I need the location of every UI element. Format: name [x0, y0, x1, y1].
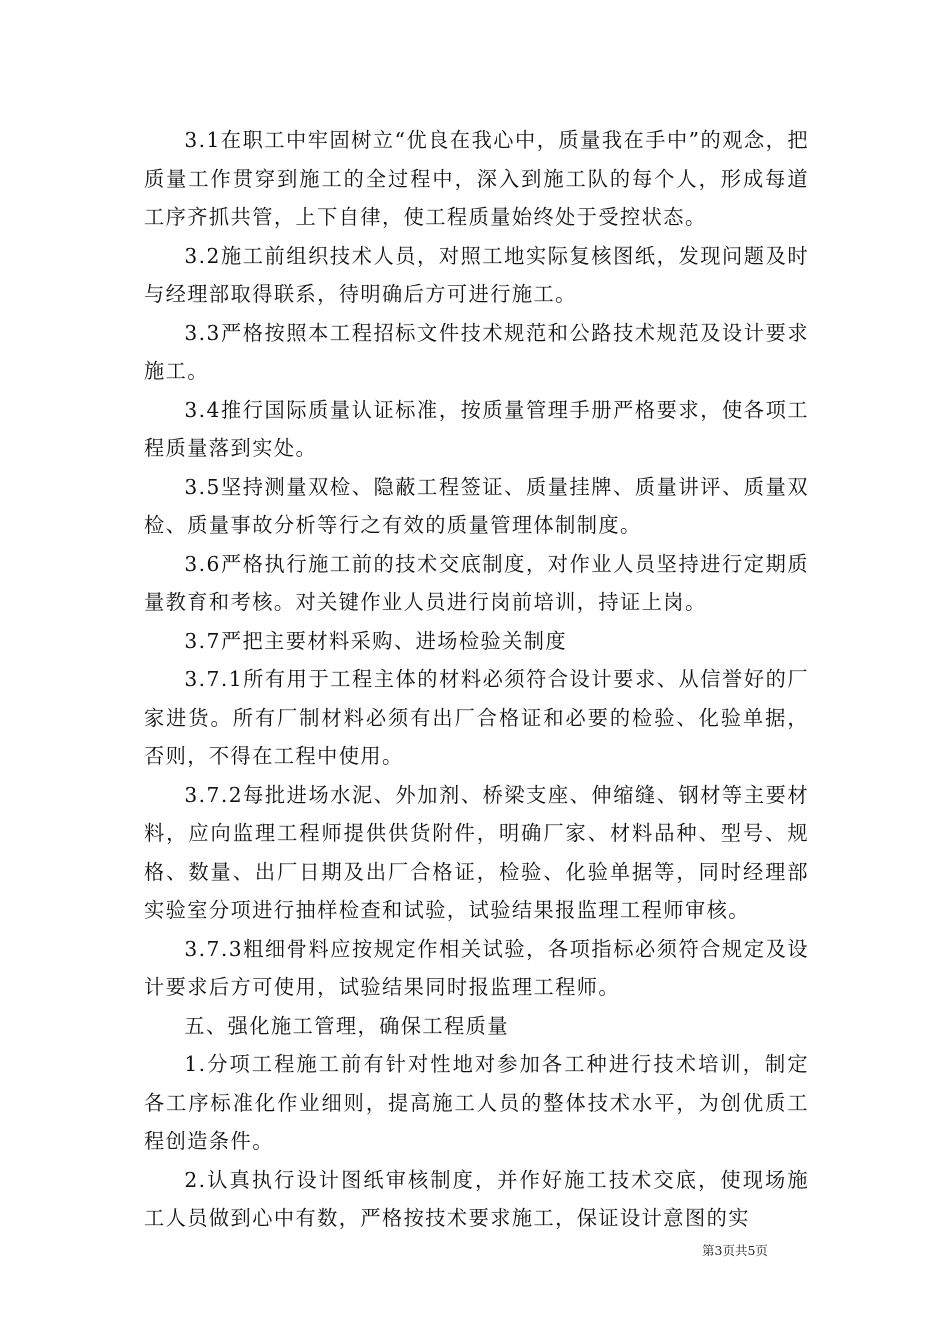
paragraph-item-2: 2.认真执行设计图纸审核制度，并作好施工技术交底，使现场施工人员做到心中有数，严格按技术要求施工，保证设计意图的实: [144, 1167, 809, 1230]
paragraph-3-7: 3.7严把主要材料采购、进场检验关制度: [184, 628, 568, 653]
paragraph-3-4: 3.4推行国际质量认证标准，按质量管理手册严格要求，使各项工程质量落到实处。: [144, 397, 809, 460]
section-heading-5: 五、强化施工管理，确保工程质量: [184, 1013, 509, 1038]
paragraph-3-5: 3.5坚持测量双检、隐蔽工程签证、质量挂牌、质量讲评、质量双检、质量事故分析等行之有效的质量管理体制制度。: [144, 474, 809, 537]
paragraph-3-2: 3.2施工前组织技术人员，对照工地实际复核图纸，发现问题及时与经理部取得联系，待明确后方可进行施工。: [144, 243, 809, 306]
paragraph-3-7-3: 3.7.3粗细骨料应按规定作相关试验，各项指标必须符合规定及设计要求后方可使用，试验结果同时报监理工程师。: [144, 936, 809, 999]
paragraph-3-6: 3.6严格执行施工前的技术交底制度，对作业人员坚持进行定期质量教育和考核。对关键作业人员进行岗前培训，持证上岗。: [144, 551, 809, 614]
paragraph-item-1: 1.分项工程施工前有针对性地对参加各工种进行技术培训，制定各工序标准化作业细则，提高施工人员的整体技术水平，为创优质工程创造条件。: [144, 1052, 809, 1153]
page-number-footer: 第3页共5页: [702, 1243, 768, 1258]
paragraph-3-7-2: 3.7.2每批进场水泥、外加剂、桥梁支座、伸缩缝、钢材等主要材料，应向监理工程师提供供货附件，明确厂家、材料品种、型号、规格、数量、出厂日期及出厂合格证，检验、化验单据等，同时经理部实验室分项进行抽样检查和试验，试验结果报监理工程师审核。: [144, 782, 809, 922]
document-body: [144, 121, 809, 1238]
paragraph-3-1: 3.1在职工中牢固树立“优良在我心中，质量我在手中”的观念，把质量工作贯穿到施工的全过程中，深入到施工队的每个人，形成每道工序齐抓共管，上下自律，使工程质量始终处于受控状态。: [144, 128, 809, 229]
paragraph-3-7-1: 3.7.1所有用于工程主体的材料必须符合设计要求、从信誉好的厂家进货。所有厂制材料必须有出厂合格证和必要的检验、化验单据，否则，不得在工程中使用。: [144, 667, 809, 768]
paragraph-3-3: 3.3严格按照本工程招标文件技术规范和公路技术规范及设计要求施工。: [144, 320, 809, 383]
